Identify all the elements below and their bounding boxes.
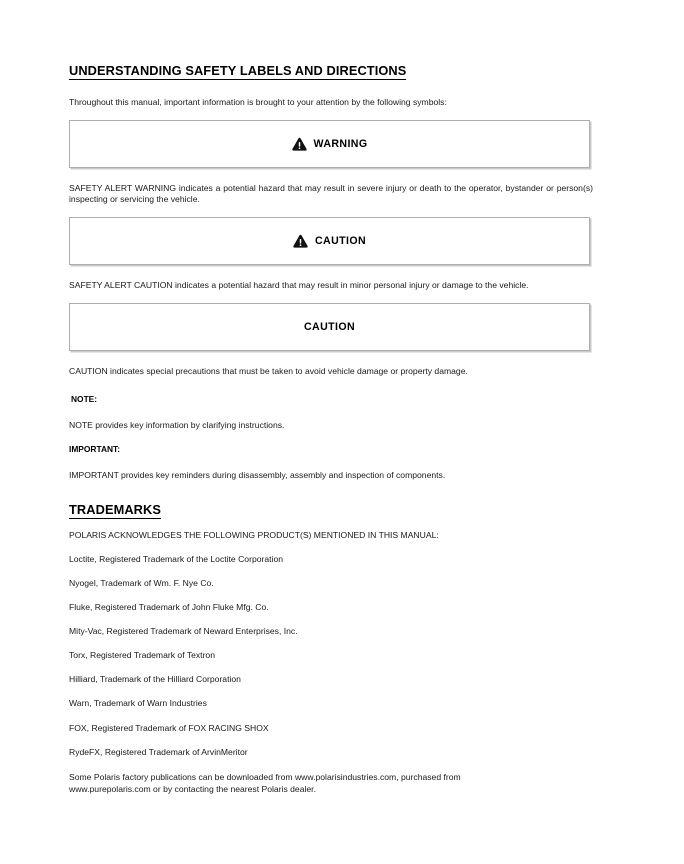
alert-box-warning-inner <box>292 137 368 151</box>
important-label: IMPORTANT: <box>69 444 121 455</box>
alert-box-caution-safety-alert-inner <box>293 234 366 248</box>
spacer-before-trademarks <box>69 482 593 501</box>
spacer-after-important-label <box>69 456 593 470</box>
note-label: NOTE: <box>71 394 98 405</box>
trademark-item: Loctite, Registered Trademark of the Loctite Corporation <box>69 553 283 564</box>
warning-triangle-icon <box>293 234 308 248</box>
trademark-item: Nyogel, Trademark of Wm. F. Nye Co. <box>69 577 214 588</box>
trademarks-footer-text: Some Polaris factory publications can be downloaded from www.polarisindustries.com, purchased from www.purepolaris.com or by contacting the nearest Polaris dealer. <box>69 772 461 794</box>
alert-warning-description: SAFETY ALERT WARNING indicates a potential hazard that may result in severe injury or death to the operator, bystander or person(s) inspecting or servicing the vehicle. <box>69 182 593 205</box>
spacer-before-important <box>69 431 593 444</box>
section-heading-trademarks: TRADEMARKS <box>69 503 161 519</box>
alert-box-caution-safety-alert-label: CAUTION <box>314 234 367 247</box>
trademarks-intro-text: POLARIS ACKNOWLEDGES THE FOLLOWING PRODUCT(S) MENTIONED IN THIS MANUAL: <box>69 529 439 540</box>
section-heading-trademarks-wrap <box>69 501 593 519</box>
alert-box-warning <box>69 120 590 168</box>
trademark-item: RydeFX, Registered Trademark of ArvinMeritor <box>69 746 248 757</box>
important-description: IMPORTANT provides key reminders during disassembly, assembly and inspection of components. <box>69 469 446 480</box>
alert-caution-plain-description: CAUTION indicates special precautions that must be taken to avoid vehicle damage or property damage. <box>69 365 468 376</box>
trademark-item: Warn, Trademark of Warn Industries <box>69 698 207 709</box>
trademark-item: Fluke, Registered Trademark of John Fluke Mfg. Co. <box>69 602 269 613</box>
section-heading-safety-labels-wrap <box>69 62 593 80</box>
safety-labels-intro-text: Throughout this manual, important information is brought to your attention by the following symbols: <box>69 97 447 108</box>
section-heading-safety-labels: UNDERSTANDING SAFETY LABELS AND DIRECTIONS <box>69 64 406 80</box>
alert-box-caution-plain-label: CAUTION <box>303 320 356 333</box>
alert-caution-safety-alert-description: SAFETY ALERT CAUTION indicates a potential hazard that may result in minor personal injury or damage to the vehicle. <box>69 279 529 290</box>
warning-triangle-icon <box>292 137 307 151</box>
alert-box-caution-plain <box>69 303 590 351</box>
trademark-item: FOX, Registered Trademark of FOX RACING SHOX <box>69 722 269 733</box>
alert-box-caution-plain-inner <box>304 321 355 333</box>
alert-box-warning-label: WARNING <box>313 137 368 150</box>
alert-box-caution-safety-alert <box>69 217 590 265</box>
trademark-item: Torx, Registered Trademark of Textron <box>69 650 215 661</box>
page-content <box>69 62 593 796</box>
spacer-after-note-label <box>69 406 593 420</box>
note-description: NOTE provides key information by clarifying instructions. <box>69 419 285 430</box>
trademark-item: Mity-Vac, Registered Trademark of Neward Enterprises, Inc. <box>69 626 298 637</box>
trademark-item: Hilliard, Trademark of the Hilliard Corporation <box>69 674 241 685</box>
spacer-before-note <box>69 377 593 394</box>
